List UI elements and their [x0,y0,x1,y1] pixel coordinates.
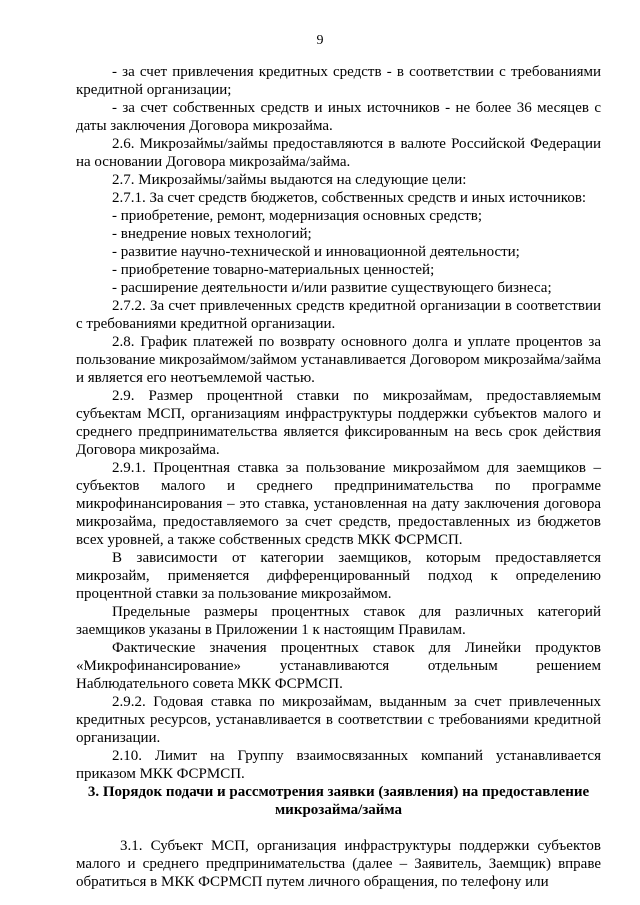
paragraph: - развитие научно-технической и инновационной деятельности; [112,244,520,260]
paragraph: Фактические значения процентных ставок для Линейки продуктов «Микрофинансирование» устанавливаются отдельным решением Наблюдательного совета МКК ФСРМСП. [76,640,601,692]
paragraph: 2.10. Лимит на Группу взаимосвязанных компаний устанавливается приказом МКК ФСРМСП. [76,748,601,782]
paragraph: 2.7.2. За счет привлеченных средств кредитной организации в соответствии с требованиями кредитной организации. [76,298,601,332]
paragraph: - расширение деятельности и/или развитие существующего бизнеса; [112,280,552,296]
section-gap [76,819,601,837]
paragraph: 2.9.2. Годовая ставка по микрозаймам, выданным за счет привлеченных кредитных ресурсов, устанавливается в соответствии с требованиями кредитной организации. [76,694,601,746]
page-number: 9 [316,33,324,48]
paragraph: 2.7.1. За счет средств бюджетов, собственных средств и иных источников: [112,190,587,206]
paragraph: 2.7. Микрозаймы/займы выдаются на следующие цели: [112,172,467,188]
paragraph: В зависимости от категории заемщиков, которым предоставляется микрозайм, применяется дифференцированный подход к определению процентной ставки за пользование микрозаймом. [76,550,601,602]
paragraph: 3.1. Субъект МСП, организация инфраструктуры поддержки субъектов малого и среднего предпринимательства (далее – Заявитель, Заемщик) вправе обратиться в МКК ФСРМСП путем личного обращения, по телефону или [76,838,601,890]
paragraph: - приобретение, ремонт, модернизация основных средств; [112,208,483,224]
paragraph: - внедрение новых технологий; [112,226,312,242]
paragraph: - приобретение товарно-материальных ценностей; [112,262,435,278]
document-body [76,63,601,891]
section-heading: 3. Порядок подачи и рассмотрения заявки (заявления) на предоставление микрозайма/займа [87,784,590,818]
paragraph: 2.9.1. Процентная ставка за пользование микрозаймом для заемщиков – субъектов малого и среднего предпринимательства по программе микрофинансирования – это ставка, установленная на дату заключения договора микрозайма, предоставляемого за счет средств, предоставленных из бюджетов всех уровней, а также собственных средств МКК ФСРМСП. [76,460,601,548]
paragraph: Предельные размеры процентных ставок для различных категорий заемщиков указаны в Приложении 1 к настоящим Правилам. [76,604,601,638]
paragraph: - за счет привлечения кредитных средств - в соответствии с требованиями кредитной организации; [76,64,601,98]
paragraph: - за счет собственных средств и иных источников - не более 36 месяцев с даты заключения Договора микрозайма. [76,100,601,134]
paragraph: 2.8. График платежей по возврату основного долга и уплате процентов за пользование микрозаймом/займом устанавливается Договором микрозайма/займа и является его неотъемлемой частью. [76,334,601,386]
paragraph: 2.6. Микрозаймы/займы предоставляются в валюте Российской Федерации на основании Договора микрозайма/займа. [76,136,601,170]
paragraph: 2.9. Размер процентной ставки по микрозаймам, предоставляемым субъектам МСП, организациям инфраструктуры поддержки субъектов малого и среднего предпринимательства является фиксированным на весь срок действия Договора микрозайма. [76,388,601,458]
